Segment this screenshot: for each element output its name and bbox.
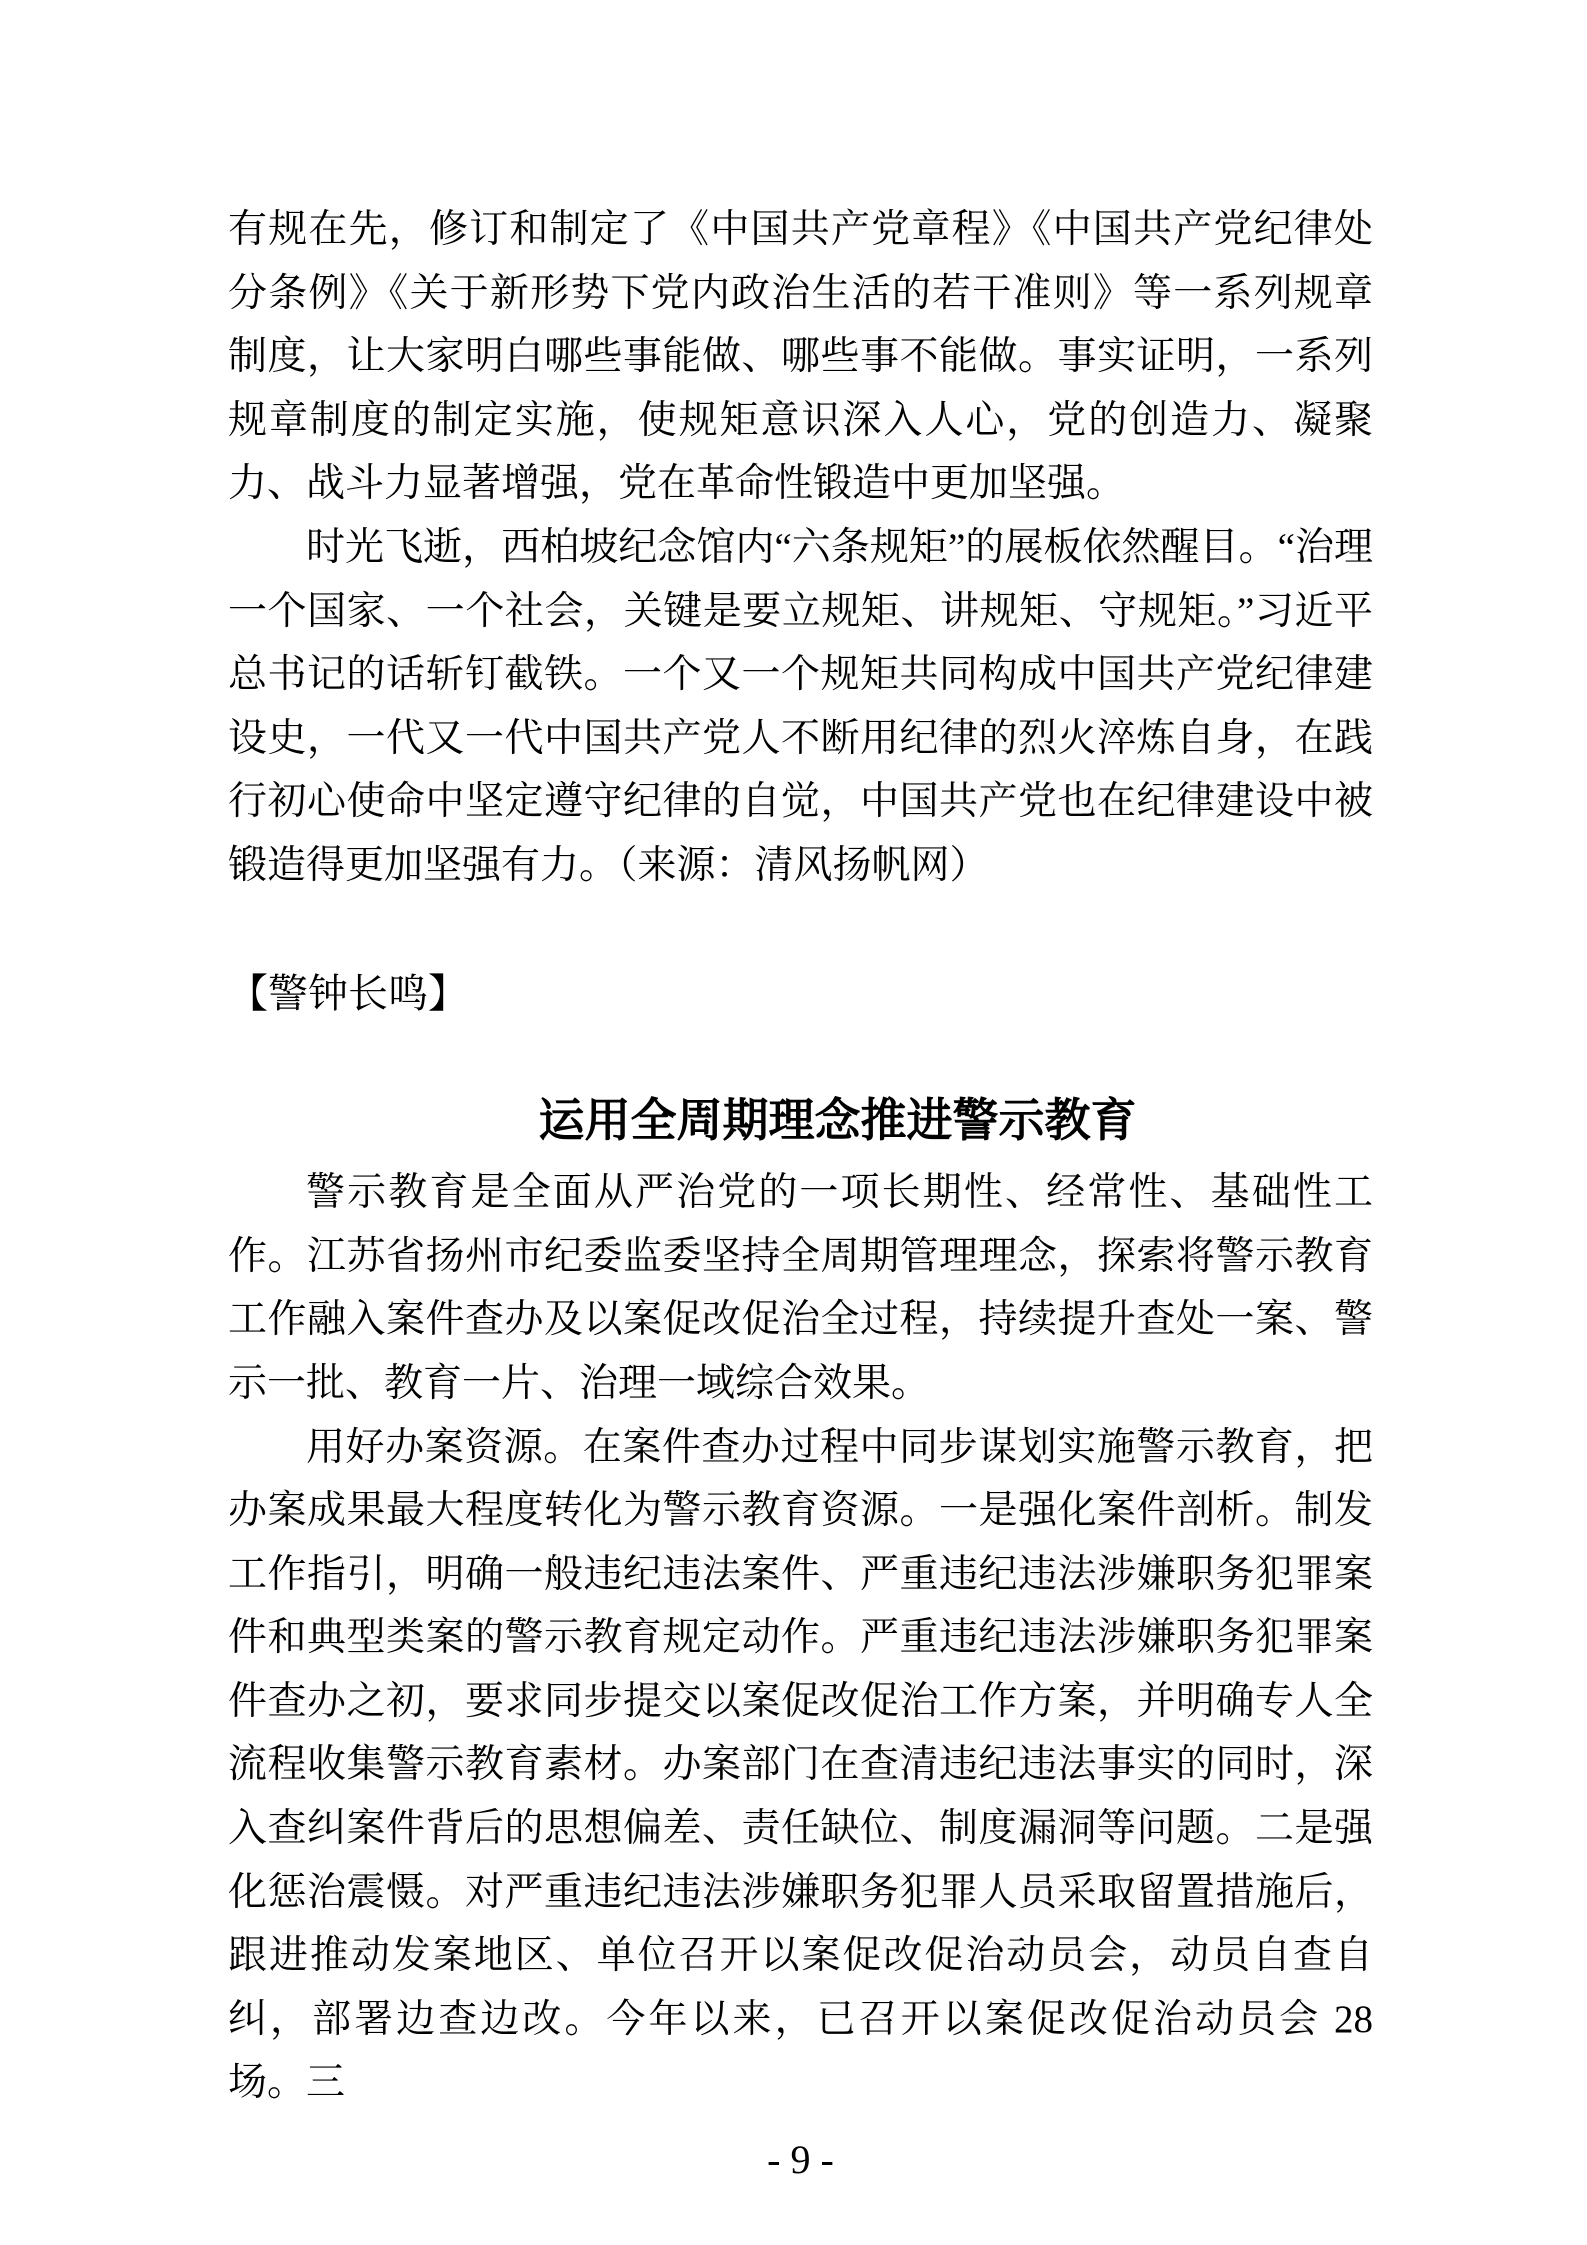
page-number: - 9 -	[767, 2137, 834, 2183]
paragraph: 用好办案资源。在案件查办过程中同步谋划实施警示教育，把办案成果最大程度转化为警示教育资源。一是强化案件剖析。制发工作指引，明确一般违纪违法案件、严重违纪违法涉嫌职务犯罪案件和典型类案的警示教育规定动作。严重违纪违法涉嫌职务犯罪案件查办之初，要求同步提交以案促改促治工作方案，并明确专人全流程收集警示教育素材。办案部门在查清违纪违法事实的同时，深入查纠案件背后的思想偏差、责任缺位、制度漏洞等问题。二是强化惩治震慑。对严重违纪违法涉嫌职务犯罪人员采取留置措施后，跟进推动发案地区、单位召开以案促改促治动员会，动员自查自纠，部署边查边改。今年以来，已召开以案促改促治动员会 28 场。三	[228, 1425, 1373, 2105]
paragraph: 时光飞逝，西柏坡纪念馆内“六条规矩”的展板依然醒目。“治理一个国家、一个社会，关键是要立规矩、讲规矩、守规矩。”习近平总书记的话斩钉截铁。一个又一个规矩共同构成中国共产党纪律建设史，一代又一代中国共产党人不断用纪律的烈火淬炼自身，在践行初心使命中坚定遵守纪律的自觉，中国共产党也在纪律建设中被锻造得更加坚强有力。（来源：清风扬帆网）	[228, 525, 1373, 887]
paragraph-continuation: 有规在先，修订和制定了《中国共产党章程》《中国共产党纪律处分条例》《关于新形势下党内政治生活的若干准则》等一系列规章制度，让大家明白哪些事能做、哪些事不能做。事实证明，一系列规章制度的制定实施，使规矩意识深入人心，党的创造力、凝聚力、战斗力显著增强，党在革命性锻造中更加坚强。	[228, 208, 1373, 506]
section-header: 【警钟长鸣】	[228, 970, 468, 1016]
paragraph: 警示教育是全面从严治党的一项长期性、经常性、基础性工作。江苏省扬州市纪委监委坚持全周期管理理念，探索将警示教育工作融入案件查办及以案促改促治全过程，持续提升查处一案、警示一批、教育一片、治理一域综合效果。	[228, 1171, 1373, 1405]
text-content	[228, 198, 1373, 2185]
article-title: 运用全周期理念推进警示教育	[538, 1095, 1137, 1147]
